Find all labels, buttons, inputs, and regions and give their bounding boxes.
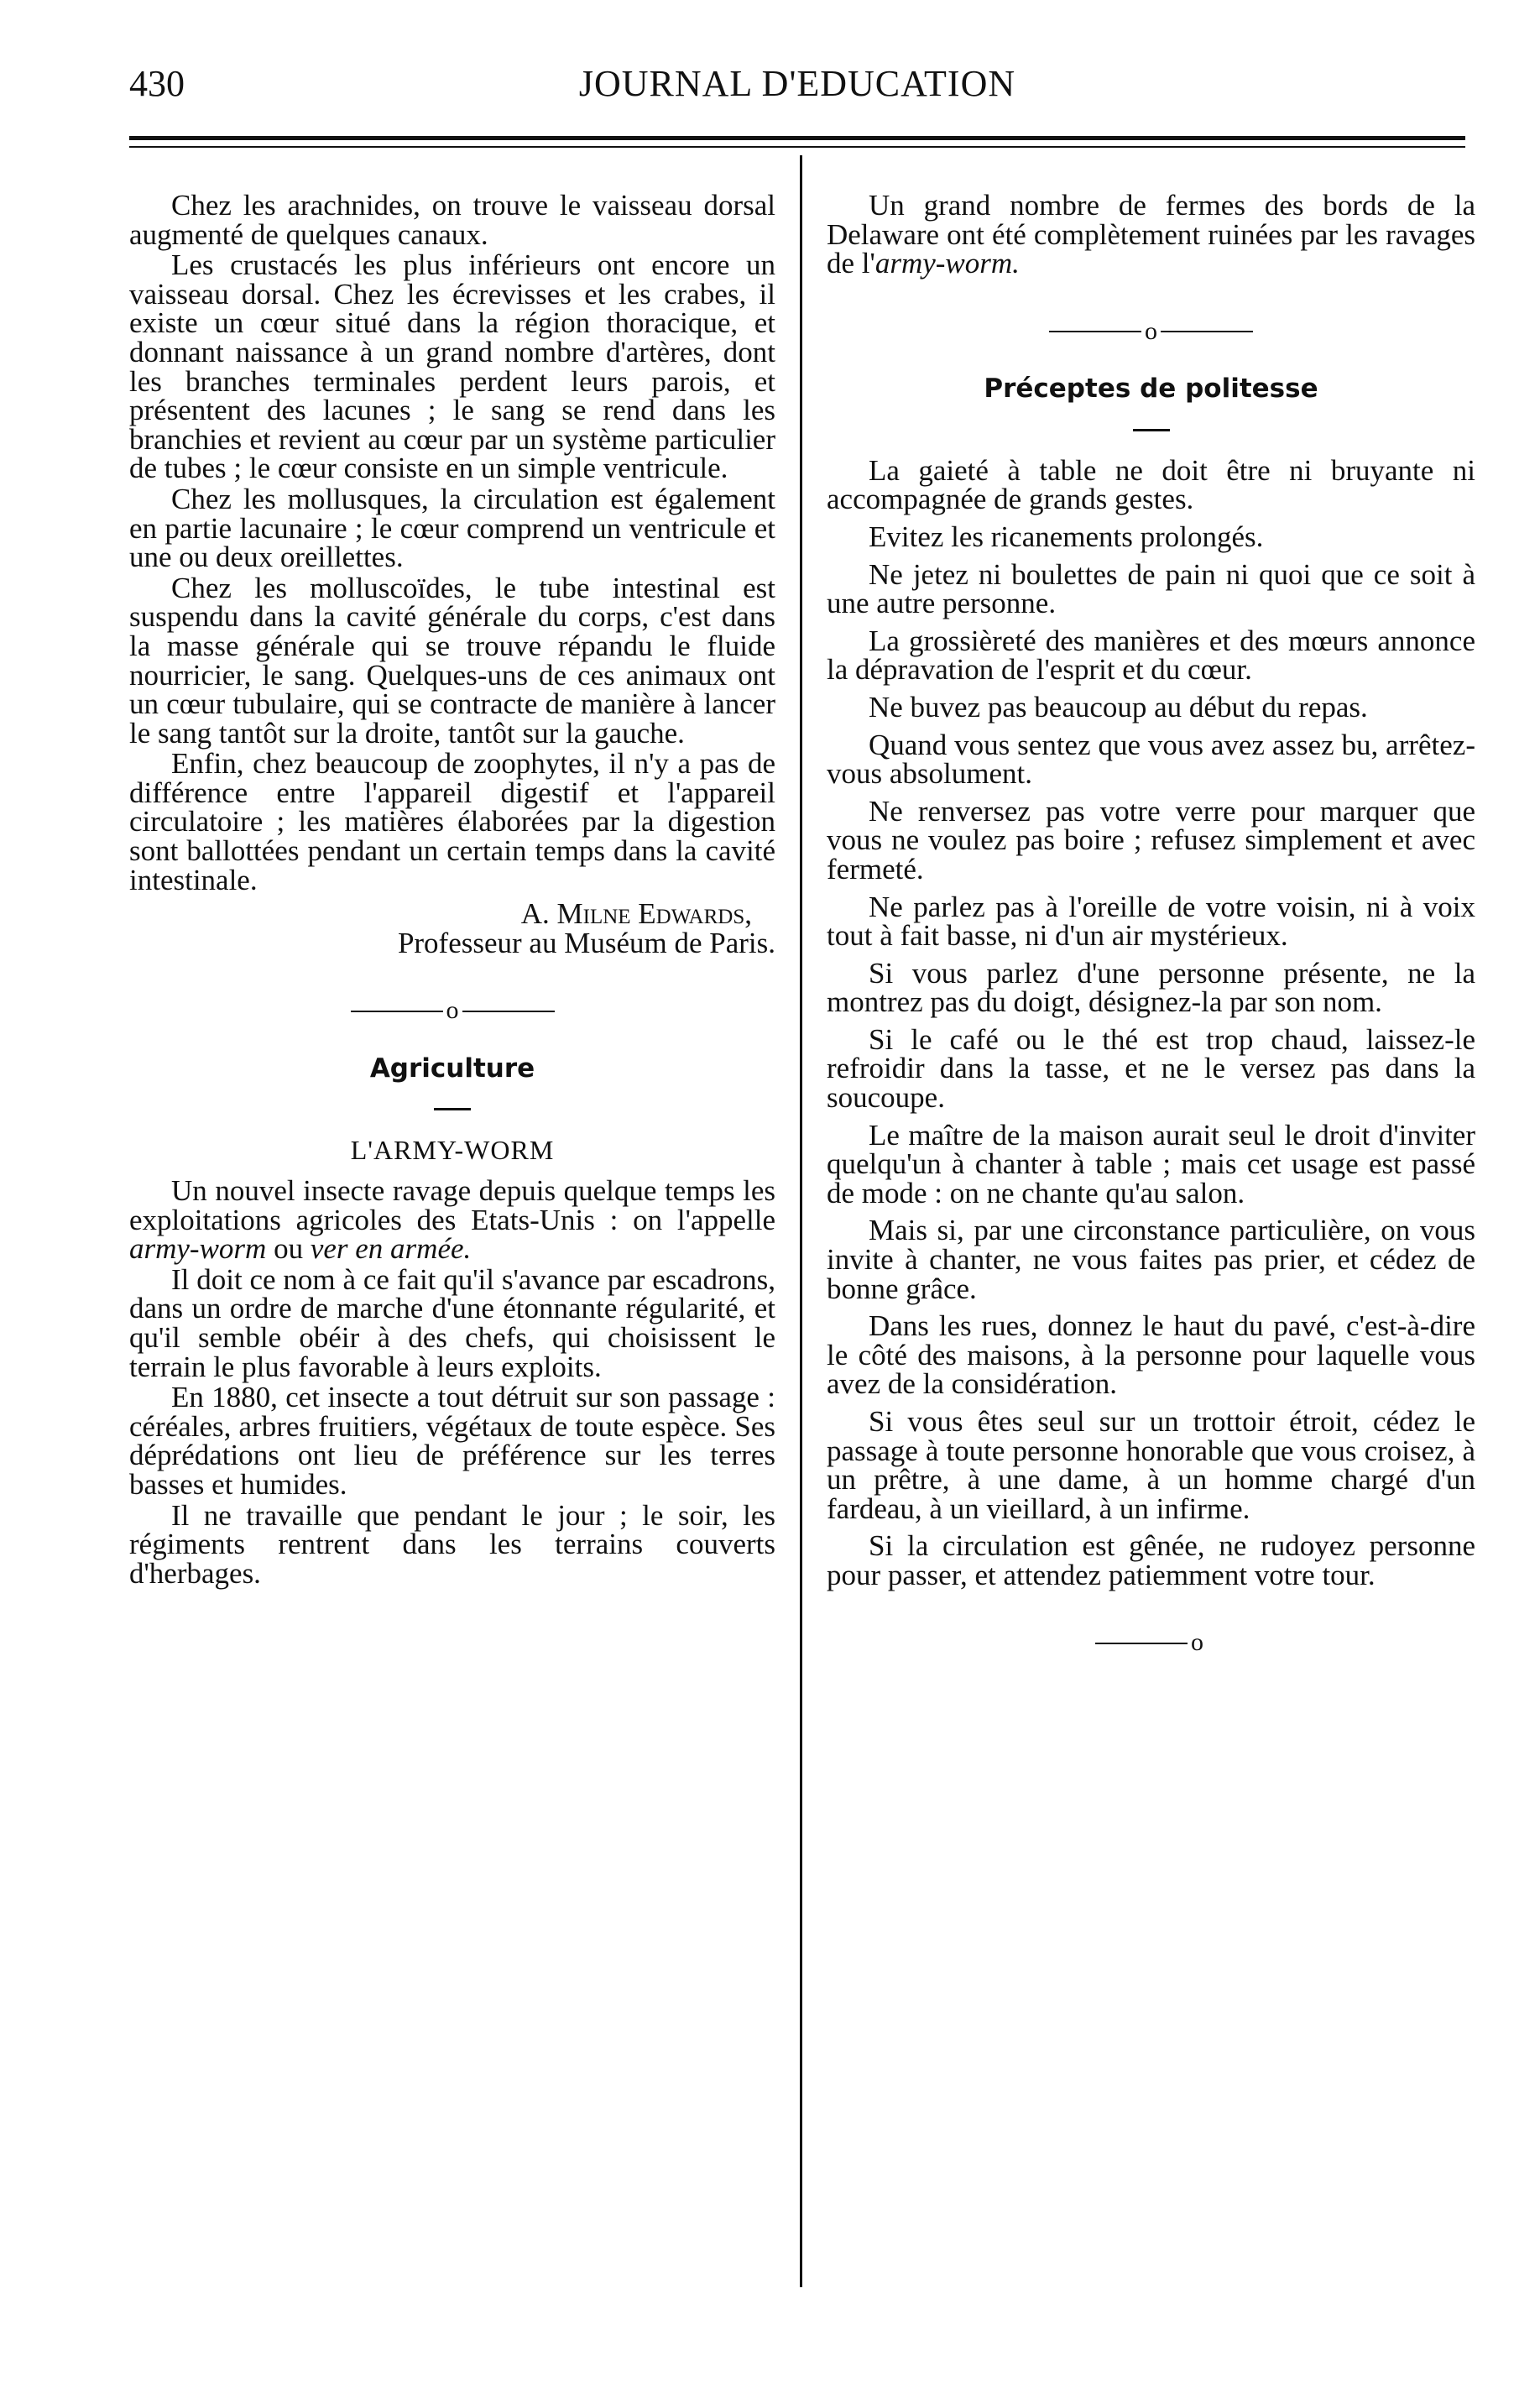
heading-rule bbox=[434, 1108, 471, 1110]
paragraph: Evitez les ricanements prolongés. bbox=[869, 520, 1264, 553]
italic-term: army-worm. bbox=[874, 247, 1020, 280]
paragraph: Chez les mollusques, la circulation est également en partie lacunaire ; le cœur comprend un ventricule et une ou deux oreillettes. bbox=[129, 482, 775, 574]
section-separator bbox=[129, 995, 775, 1025]
author-name: A. Milne Edwards, bbox=[520, 897, 752, 931]
paragraph: Le maître de la maison aurait seul le droit d'inviter quelqu'un à chanter à table ; mais cet usage est passé de mode : on ne chante qu'au salon. bbox=[827, 1118, 1475, 1209]
paragraph: Enfin, chez beaucoup de zoophytes, il n'y a pas de différence entre l'appareil digestif et l'appareil circulatoire ; les matières élaborées par la digestion sont ballottées pendant un certain temps dans la cavité intestinale. bbox=[129, 747, 775, 896]
paragraph: Si vous parlez d'une personne présente, ne la montrez pas du doigt, désignez-la par son nom. bbox=[827, 956, 1475, 1019]
separator-mark: o bbox=[446, 996, 459, 1025]
paragraph: Mais si, par une circonstance particulière, on vous invite à chanter, ne vous faites pas prier, et cédez de bonne grâce. bbox=[827, 1214, 1475, 1305]
paragraph: Quand vous sentez que vous avez assez bu, arrêtez-vous absolument. bbox=[827, 728, 1475, 791]
paragraph: Ne jetez ni boulettes de pain ni quoi que ce soit à une autre personne. bbox=[827, 557, 1475, 620]
separator-dash bbox=[1049, 331, 1141, 332]
paragraph: Ne renversez pas votre verre pour marquer que vous ne voulez pas boire ; refusez simplement et avec fermeté. bbox=[827, 794, 1475, 886]
paragraph: Ne parlez pas à l'oreille de votre voisin, ni à voix tout à fait basse, ni d'un air mystérieux. bbox=[827, 890, 1475, 953]
paragraph: Il doit ce nom à ce fait qu'il s'avance par escadrons, dans un ordre de marche d'une étonnante régularité, et qu'il semble obéir à des chefs, qui choisissent le terrain le plus favorable à leurs exploits. bbox=[129, 1262, 775, 1383]
italic-term: ver en armée. bbox=[310, 1232, 472, 1266]
paragraph: Si vous êtes seul sur un trottoir étroit, cédez le passage à toute personne honorable que vous croisez, à un prêtre, à une dame, à un homme chargé d'un fardeau, à un vieillard, à un infirme. bbox=[827, 1405, 1475, 1525]
article-title: L'ARMY-WORM bbox=[350, 1135, 555, 1166]
paragraph: La grossièreté des manières et des mœurs annonce la dépravation de l'esprit et du cœur. bbox=[827, 624, 1475, 687]
page-header bbox=[129, 62, 1465, 112]
separator-mark: o bbox=[1145, 316, 1157, 345]
right-column bbox=[827, 191, 1475, 1686]
text-run: Un nouvel insecte ravage depuis quelque temps les exploitations agricoles des Etats-Unis : on l'appelle bbox=[129, 1174, 775, 1236]
paragraph bbox=[827, 191, 1475, 279]
paragraph: Ne buvez pas beaucoup au début du repas. bbox=[869, 690, 1368, 724]
separator-dash bbox=[351, 1011, 443, 1012]
paragraph: La gaieté à table ne doit être ni bruyante ni accompagnée de grands gestes. bbox=[827, 453, 1475, 516]
header-rule bbox=[129, 136, 1465, 140]
author-title: Professeur au Muséum de Paris. bbox=[397, 926, 775, 959]
journal-title: JOURNAL D'EDUCATION bbox=[578, 63, 1016, 104]
author-signature bbox=[129, 897, 775, 959]
page-number: 430 bbox=[129, 63, 185, 104]
paragraph: Si le café ou le thé est trop chaud, laissez-le refroidir dans la tasse, et ne le versez pas dans la soucoupe. bbox=[827, 1022, 1475, 1115]
section-heading-politesse: Préceptes de politesse bbox=[984, 374, 1318, 405]
paragraph: Chez les arachnides, on trouve le vaisseau dorsal augmenté de quelques canaux. bbox=[129, 189, 775, 251]
paragraph: En 1880, cet insecte a tout détruit sur son passage : céréales, arbres fruitiers, végétaux de toute espèce. Ses déprédations ont lieu de préférence sur les terres basses et humides. bbox=[129, 1381, 775, 1501]
separator-dash bbox=[462, 1011, 555, 1012]
paragraph: Si la circulation est gênée, ne rudoyez personne pour passer, et attendez patiemment votre tour. bbox=[827, 1529, 1475, 1591]
paragraph: Dans les rues, donnez le haut du pavé, c'est-à-dire le côté des maisons, à la personne pour laquelle vous avez de la considération. bbox=[827, 1309, 1475, 1401]
paragraph: Il ne travaille que pendant le jour ; le soir, les régiments rentrent dans les terrains couverts d'herbages. bbox=[129, 1498, 775, 1590]
section-separator bbox=[827, 316, 1475, 346]
left-column bbox=[129, 191, 775, 1590]
column-divider bbox=[800, 155, 802, 2287]
separator-dash bbox=[1095, 1643, 1188, 1644]
paragraph: Les crustacés les plus inférieurs ont encore un vaisseau dorsal. Chez les écrevisses et les crabes, il existe un cœur situé dans la région thoracique, et donnant naissance à un grand nombre d'artères, dont les branches terminales perdent leurs parois, et présentent des lacunes ; le sang se rend dans les branchies et revient au cœur par un système particulier de tubes ; le cœur consiste en un simple ventricule. bbox=[129, 248, 775, 485]
text-run: ou bbox=[266, 1232, 311, 1266]
text-run: Un grand nombre de fermes des bords de la Delaware ont été complètement ruinées par les ravages de l' bbox=[827, 189, 1475, 280]
italic-term: army-worm bbox=[129, 1232, 267, 1266]
separator-mark: o bbox=[1191, 1628, 1203, 1657]
end-separator bbox=[827, 1627, 1475, 1658]
separator-dash bbox=[1161, 331, 1253, 332]
heading-rule bbox=[1133, 429, 1170, 431]
header-rule-thin bbox=[129, 146, 1465, 148]
paragraph bbox=[129, 1174, 775, 1266]
paragraph: Chez les molluscoïdes, le tube intestinal est suspendu dans la cavité générale du corps, c'est dans la masse générale qui se trouve répandu le fluide nourricier, le sang. Quelques-uns de ces animaux ont un cœur tubulaire, qui se contracte de manière à lancer le sang tantôt sur la droite, tantôt sur la gauche. bbox=[129, 571, 775, 750]
section-heading-agriculture: Agriculture bbox=[369, 1053, 535, 1084]
